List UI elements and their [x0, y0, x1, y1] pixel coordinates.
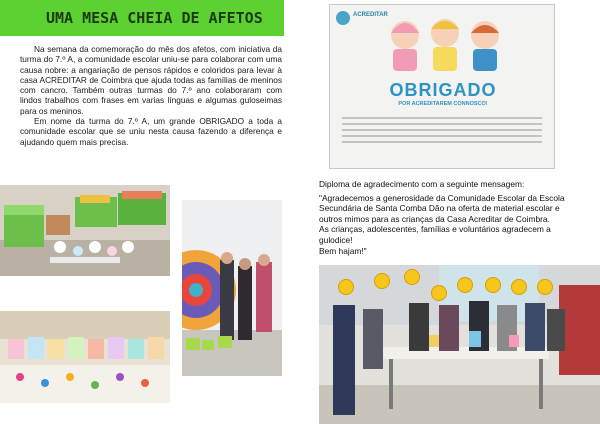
diploma-caption	[319, 179, 585, 256]
diploma-certificate	[329, 4, 555, 169]
diploma-subheading: POR ACREDITAREM CONNOSCO!	[398, 101, 488, 107]
photo-donation-boxes	[0, 185, 170, 276]
caption-message: "Agradecemos a generosidade da Comunidade Escolar da Escola Secundária de Santa Comba Dão na oferta de material escolar e outros mimos para as crianças da Casa Acreditar de Coimbra.	[319, 192, 565, 224]
title-banner	[0, 0, 284, 36]
emoji-face-icon	[485, 277, 501, 293]
acreditar-logo-icon	[336, 11, 350, 25]
emoji-face-icon	[457, 277, 473, 293]
emoji-face-icon	[404, 269, 420, 285]
emoji-face-icon	[338, 279, 354, 295]
caption-closing: Bem hajam!"	[319, 245, 367, 256]
children-illustration	[385, 13, 505, 75]
emoji-face-icon	[511, 279, 527, 295]
emoji-face-icon	[374, 273, 390, 289]
caption-message-2: As crianças, adolescentes, famílias e voluntários agradecem a gulodice!	[319, 224, 551, 245]
emoji-face-icon	[537, 279, 553, 295]
article-paragraph-2: Em nome da turma do 7.º A, um grande OBRIGADO a toda a comunidade escolar que se uniu nesta causa fazendo a diferença e ajudando quem mais precisa.	[20, 116, 282, 147]
emoji-face-icon	[431, 285, 447, 301]
caption-intro: Diploma de agradecimento com a seguinte mensagem:	[319, 179, 525, 189]
diploma-thanks-heading: OBRIGADO	[389, 80, 497, 100]
photo-students-mural	[182, 200, 282, 376]
photo-group-students	[319, 265, 600, 424]
article-paragraph-1: Na semana da comemoração do mês dos afetos, com iniciativa da turma do 7.º A, a comunidade escolar uniu-se para colaborar com uma causa nobre: a angariação de pensos rápidos e coloridos para levar à casa ACREDITAR de Coimbra que ajuda todas as famílias de meninos com cancro. Também outras turmas do 7.º ano colaboraram com lindos trabalhos com frases em varias línguas e algumas guloseimas para os meninos.	[20, 44, 282, 116]
page-title: UMA MESA CHEIA DE AFETOS	[46, 9, 263, 27]
article-body	[20, 44, 282, 147]
photo-decorated-table	[0, 311, 170, 403]
diploma-body-lines	[342, 117, 542, 147]
diploma-logo-text: ACREDITAR	[353, 12, 388, 18]
